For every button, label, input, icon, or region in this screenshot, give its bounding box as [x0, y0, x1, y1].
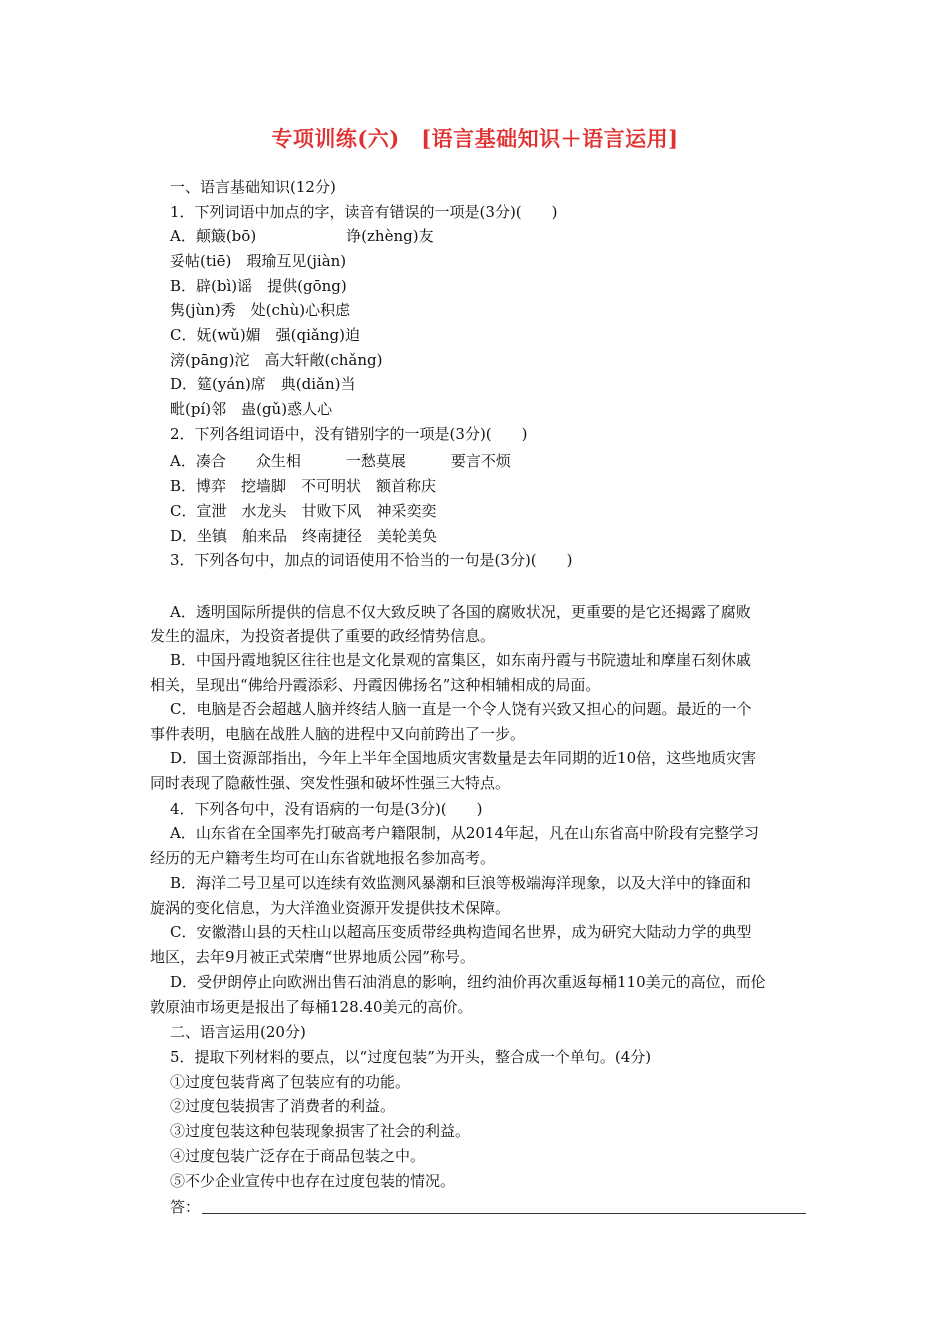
q4-option-a-line2: 经历的无户籍考生均可在山东省就地报名参加高考。 [150, 849, 496, 867]
q1-option-a-line1: A．颠簸(bō) 诤(zhèng)友 [170, 227, 434, 245]
page-title: 专项训练(六) [语言基础知识＋语言运用] [271, 126, 679, 151]
q1-option-a-line2: 妥帖(tiē) 瑕瑜互见(jiàn) [170, 252, 347, 270]
q3-option-b-line1: B．中国丹霞地貌区往往也是文化景观的富集区，如东南丹霞与书院遗址和摩崖石刻休戚 [170, 651, 752, 669]
q3-option-a-line1: A．透明国际所提供的信息不仅大致反映了各国的腐败状况，更重要的是它还揭露了腐败 [170, 603, 751, 621]
q1-option-b-line2: 隽(jùn)秀 处(chù)心积虑 [170, 301, 351, 319]
q3-option-b-line2: 相关，呈现出“佛给丹霞添彩、丹霞因佛扬名”这种相辅相成的局面。 [150, 676, 601, 694]
q3-option-d-line2: 同时表现了隐蔽性强、突发性强和破坏性强三大特点。 [150, 774, 511, 792]
q4-option-d-line2: 敦原油市场更是报出了每桶128.40美元的高价。 [150, 998, 473, 1016]
question-3: 3．下列各句中，加点的词语使用不恰当的一句是(3分)( ) [170, 551, 573, 569]
q5-material-3: ③过度包装这种包装现象损害了社会的利益。 [170, 1122, 471, 1140]
question-1: 1．下列词语中加点的字，读音有错误的一项是(3分)( ) [170, 203, 558, 221]
q2-option-b: B．博弈 挖墙脚 不可明状 额首称庆 [170, 477, 437, 495]
q2-option-c: C．宣泄 水龙头 甘败下风 神采奕奕 [170, 502, 437, 520]
section-heading-2: 二、语言运用(20分) [170, 1023, 306, 1041]
q3-option-d-line1: D．国土资源部指出，今年上半年全国地质灾害数量是去年同期的近10倍，这些地质灾害 [170, 749, 757, 767]
question-5: 5．提取下列材料的要点，以“过度包装”为开头，整合成一个单句。(4分) [170, 1048, 652, 1066]
q4-option-c-line2: 地区，去年9月被正式荣膺“世界地质公园”称号。 [150, 948, 475, 966]
q1-option-d-line1: D．筵(yán)席 典(diǎn)当 [170, 375, 356, 393]
q4-option-a-line1: A．山东省在全国率先打破高考户籍限制，从2014年起，凡在山东省高中阶段有完整学习 [170, 824, 760, 842]
q4-option-d-line1: D．受伊朗停止向欧洲出售石油消息的影响，纽约油价再次重返每桶110美元的高位，而伦 [170, 973, 766, 991]
q1-option-c-line2: 滂(pāng)沱 高大轩敞(chǎng) [170, 351, 383, 369]
q3-option-a-line2: 发生的温床，为投资者提供了重要的政经情势信息。 [150, 627, 496, 645]
section-heading-1: 一、语言基础知识(12分) [170, 178, 336, 196]
question-2: 2．下列各组词语中，没有错别字的一项是(3分)( ) [170, 425, 528, 443]
q3-option-c-line2: 事件表明，电脑在战胜人脑的进程中又向前跨出了一步。 [150, 725, 526, 743]
q2-option-a: A．凑合 众生相 一愁莫展 要言不烦 [170, 452, 511, 470]
q3-option-c-line1: C．电脑是否会超越人脑并终结人脑一直是一个令人饶有兴致又担心的问题。最近的一个 [170, 700, 752, 718]
q4-option-b-line2: 旋涡的变化信息，为大洋渔业资源开发提供技术保障。 [150, 899, 511, 917]
question-4: 4．下列各句中，没有语病的一句是(3分)( ) [170, 800, 483, 818]
q5-material-2: ②过度包装损害了消费者的利益。 [170, 1097, 396, 1115]
q5-material-4: ④过度包装广泛存在于商品包装之中。 [170, 1147, 426, 1165]
q2-option-d: D．坐镇 舶来品 终南捷径 美轮美奂 [170, 527, 438, 545]
q4-option-c-line1: C．安徽潜山县的天柱山以超高压变质带经典构造闻名世界，成为研究大陆动力学的典型 [170, 923, 752, 941]
answer-label: 答： [170, 1198, 201, 1216]
q1-option-c-line1: C．妩(wǔ)媚 强(qiǎng)迫 [170, 326, 360, 344]
q5-material-5: ⑤不少企业宣传中也存在过度包装的情况。 [170, 1172, 456, 1190]
q1-option-b-line1: B．辟(bì)谣 提供(gōng) [170, 277, 347, 295]
q1-option-d-line2: 毗(pí)邻 蛊(gǔ)惑人心 [170, 400, 333, 418]
answer-line[interactable] [202, 1213, 806, 1214]
q4-option-b-line1: B．海洋二号卫星可以连续有效监测风暴潮和巨浪等极端海洋现象，以及大洋中的锋面和 [170, 874, 752, 892]
q5-material-1: ①过度包装背离了包装应有的功能。 [170, 1073, 411, 1091]
